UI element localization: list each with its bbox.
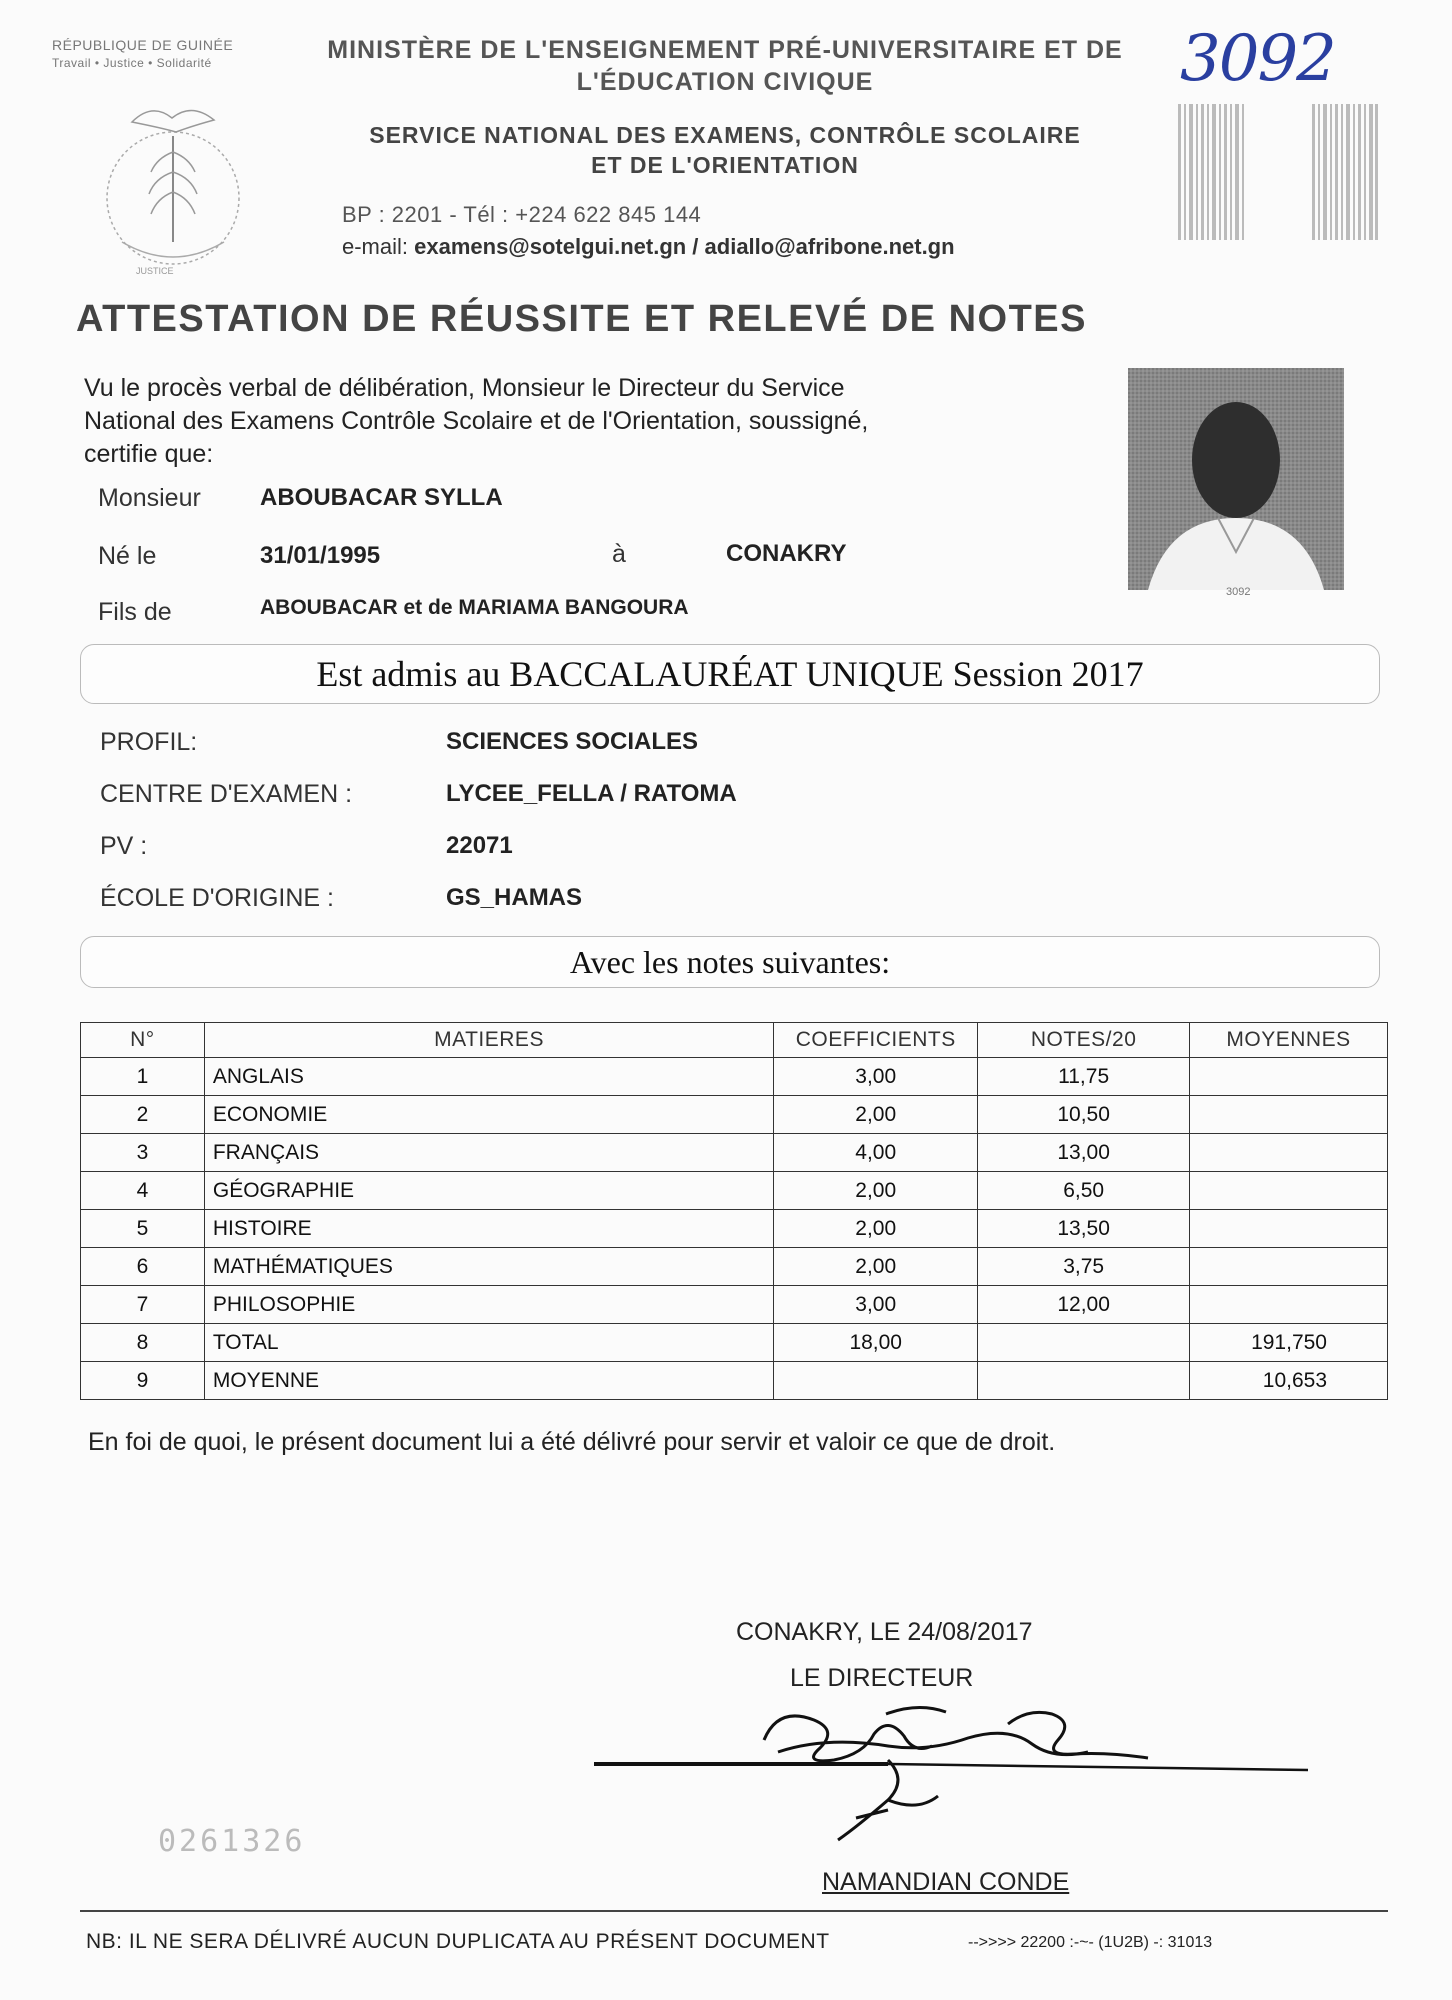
- photo-caption: 3092: [1226, 586, 1251, 598]
- intro-line-2: National des Examens Contrôle Scolaire et de l'Orientation, soussigné,: [84, 407, 869, 435]
- signatory-name: NAMANDIAN CONDE: [822, 1868, 1070, 1896]
- row-grade: 3,75: [978, 1248, 1190, 1286]
- admission-banner: [80, 644, 1380, 704]
- profil-label: PROFIL:: [100, 728, 198, 756]
- row-coefficient: 4,00: [774, 1134, 978, 1172]
- signatory-title: LE DIRECTEUR: [790, 1664, 974, 1692]
- notes-banner-text: Avec les notes suivantes:: [569, 944, 891, 980]
- centre-label: CENTRE D'EXAMEN :: [100, 780, 353, 808]
- ecole-value: GS_HAMAS: [446, 884, 583, 911]
- row-number: 1: [81, 1058, 205, 1096]
- serial-stamp: 0261326: [158, 1824, 306, 1859]
- row-subject: MOYENNE: [204, 1362, 773, 1400]
- header-number: N°: [81, 1023, 205, 1058]
- row-average: [1190, 1058, 1388, 1096]
- row-average: [1190, 1172, 1388, 1210]
- row-coefficient: 3,00: [774, 1286, 978, 1324]
- row-grade: 13,00: [978, 1134, 1190, 1172]
- service-title: [320, 120, 1130, 180]
- profil-value: SCIENCES SOCIALES: [446, 728, 699, 755]
- table-row: [81, 1134, 1388, 1172]
- row-subject: ECONOMIE: [204, 1096, 773, 1134]
- republic-name: RÉPUBLIQUE DE GUINÉE: [52, 37, 234, 53]
- email-addresses: examens@sotelgui.net.gn / adiallo@afribone.net.gn: [414, 234, 955, 259]
- row-grade: 6,50: [978, 1172, 1190, 1210]
- candidate-name: ABOUBACAR SYLLA: [260, 484, 503, 511]
- row-number: 4: [81, 1172, 205, 1210]
- ministry-line-2: L'ÉDUCATION CIVIQUE: [576, 68, 874, 96]
- emblem-motto: JUSTICE: [136, 266, 174, 276]
- row-number: 7: [81, 1286, 205, 1324]
- row-subject: TOTAL: [204, 1324, 773, 1362]
- row-coefficient: 2,00: [774, 1172, 978, 1210]
- table-row: [81, 1172, 1388, 1210]
- place-date: CONAKRY, LE 24/08/2017: [736, 1618, 1033, 1646]
- row-subject: MATHÉMATIQUES: [204, 1248, 773, 1286]
- security-pattern-icon: [1178, 104, 1378, 240]
- row-coefficient: 2,00: [774, 1248, 978, 1286]
- republic-header: [52, 36, 292, 72]
- service-line-1: SERVICE NATIONAL DES EXAMENS, CONTRÔLE SCOLAIRE: [369, 122, 1081, 148]
- row-grade: [978, 1324, 1190, 1362]
- conclusion-text: En foi de quoi, le présent document lui a été délivré pour servir et valoir ce que de droit.: [88, 1428, 1056, 1456]
- row-subject: GÉOGRAPHIE: [204, 1172, 773, 1210]
- table-row-total: [81, 1324, 1388, 1362]
- header-grade: NOTES/20: [978, 1023, 1190, 1058]
- grades-table: [80, 1022, 1388, 1400]
- civility-label: Monsieur: [98, 484, 201, 512]
- table-row: [81, 1286, 1388, 1324]
- admission-text: Est admis au BACCALAURÉAT UNIQUE Session 2017: [316, 654, 1144, 694]
- row-average: [1190, 1286, 1388, 1324]
- candidate-photo: [1128, 368, 1344, 590]
- parents: ABOUBACAR et de MARIAMA BANGOURA: [260, 596, 689, 619]
- born-label: Né le: [98, 542, 157, 570]
- ecole-label: ÉCOLE D'ORIGINE :: [100, 884, 334, 912]
- row-number: 9: [81, 1362, 205, 1400]
- notes-banner: [80, 936, 1380, 988]
- row-average: 10,653: [1190, 1362, 1388, 1400]
- ministry-line-1: MINISTÈRE DE L'ENSEIGNEMENT PRÉ-UNIVERSITAIRE ET DE: [327, 36, 1123, 64]
- birth-place: CONAKRY: [726, 540, 847, 567]
- table-header-row: [81, 1023, 1388, 1058]
- postal-phone: BP : 2201 - Tél : +224 622 845 144: [342, 202, 702, 227]
- email-line: [342, 234, 955, 260]
- row-average: [1190, 1134, 1388, 1172]
- birth-date: 31/01/1995: [260, 542, 381, 569]
- centre-value: LYCEE_FELLA / RATOMA: [446, 780, 737, 807]
- ministry-title: [320, 34, 1130, 98]
- intro-line-1: Vu le procès verbal de délibération, Monsieur le Directeur du Service: [84, 374, 845, 402]
- row-average: [1190, 1210, 1388, 1248]
- table-row: [81, 1210, 1388, 1248]
- row-coefficient: 3,00: [774, 1058, 978, 1096]
- row-number: 6: [81, 1248, 205, 1286]
- row-grade: 13,50: [978, 1210, 1190, 1248]
- row-average: 191,750: [1190, 1324, 1388, 1362]
- intro-line-3: certifie que:: [84, 440, 214, 468]
- table-row: [81, 1248, 1388, 1286]
- header-average: MOYENNES: [1190, 1023, 1388, 1058]
- table-row-average: [81, 1362, 1388, 1400]
- row-coefficient: 2,00: [774, 1210, 978, 1248]
- row-average: [1190, 1096, 1388, 1134]
- at-label: à: [612, 540, 626, 568]
- row-number: 5: [81, 1210, 205, 1248]
- header-coefficient: COEFFICIENTS: [774, 1023, 978, 1058]
- row-grade: [978, 1362, 1190, 1400]
- row-number: 8: [81, 1324, 205, 1362]
- row-grade: 10,50: [978, 1096, 1190, 1134]
- row-coefficient: 18,00: [774, 1324, 978, 1362]
- national-emblem-icon: [92, 92, 254, 278]
- row-subject: ANGLAIS: [204, 1058, 773, 1096]
- row-average: [1190, 1248, 1388, 1286]
- footer-reference: -->>>> 22200 :-~- (1U2B) -: 31013: [968, 1934, 1213, 1951]
- pv-value: 22071: [446, 832, 513, 859]
- table-row: [81, 1058, 1388, 1096]
- row-number: 2: [81, 1096, 205, 1134]
- email-label: e-mail:: [342, 234, 415, 259]
- document-title: ATTESTATION DE RÉUSSITE ET RELEVÉ DE NOTES: [76, 298, 1087, 340]
- row-grade: 11,75: [978, 1058, 1190, 1096]
- table-row: [81, 1096, 1388, 1134]
- footer-notice: NB: IL NE SERA DÉLIVRÉ AUCUN DUPLICATA AU PRÉSENT DOCUMENT: [86, 1930, 830, 1953]
- director-signature: [588, 1700, 1308, 1870]
- row-grade: 12,00: [978, 1286, 1190, 1324]
- row-subject: FRANÇAIS: [204, 1134, 773, 1172]
- son-of-label: Fils de: [98, 598, 172, 626]
- handwritten-number: 3092: [1180, 22, 1335, 96]
- header-subject: MATIERES: [204, 1023, 773, 1058]
- service-line-2: ET DE L'ORIENTATION: [591, 152, 859, 178]
- pv-label: PV :: [100, 832, 148, 860]
- row-number: 3: [81, 1134, 205, 1172]
- row-coefficient: [774, 1362, 978, 1400]
- intro-paragraph: [84, 372, 1004, 471]
- row-subject: HISTOIRE: [204, 1210, 773, 1248]
- row-coefficient: 2,00: [774, 1096, 978, 1134]
- row-subject: PHILOSOPHIE: [204, 1286, 773, 1324]
- republic-motto: Travail • Justice • Solidarité: [52, 56, 212, 70]
- footer-divider: [80, 1910, 1388, 1912]
